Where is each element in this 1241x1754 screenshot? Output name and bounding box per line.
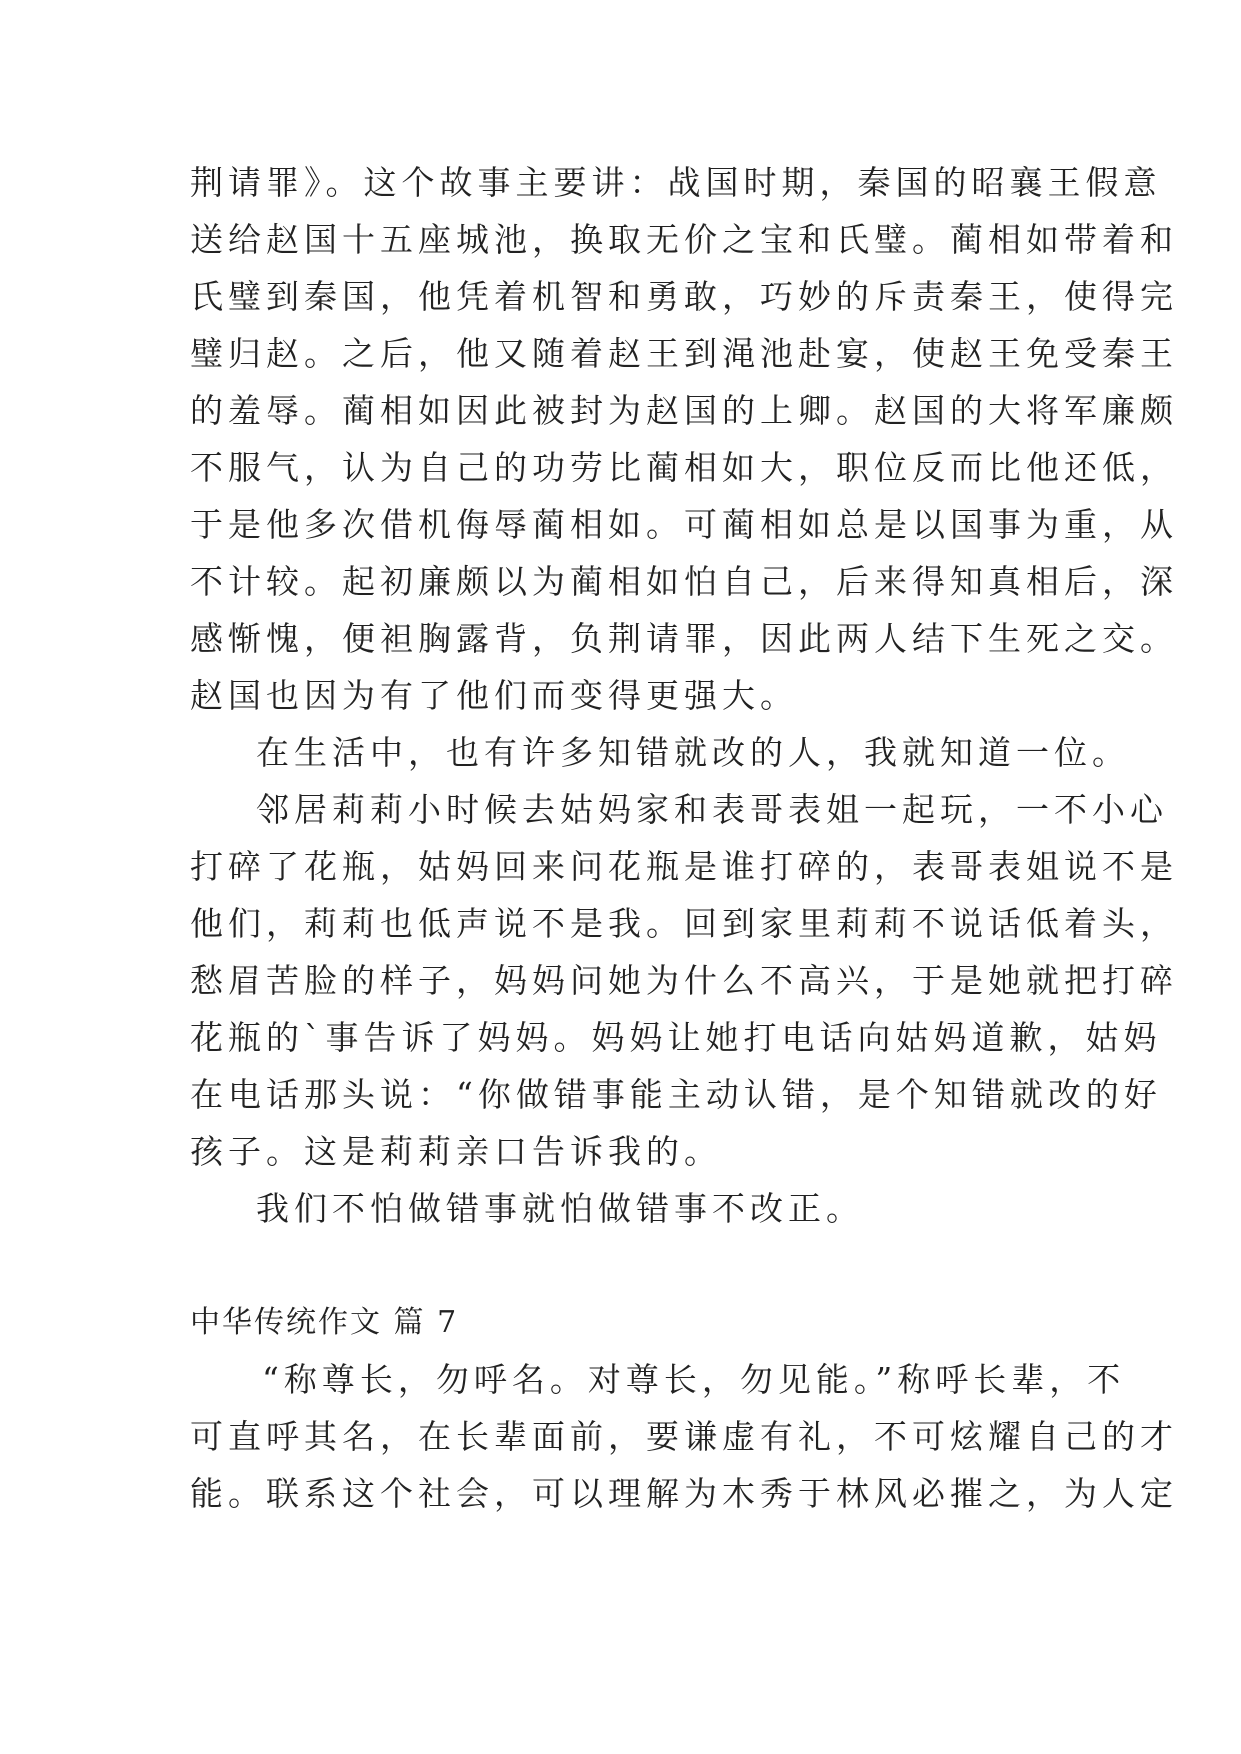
paragraph-line: 荆请罪》。这个故事主要讲：战国时期，秦国的昭襄王假意 — [190, 163, 1162, 202]
paragraph-line: 我们不怕做错事就怕做错事不改正。 — [256, 1189, 864, 1228]
paragraph-line: 送给赵国十五座城池，换取无价之宝和氏璧。蔺相如带着和 — [190, 220, 1178, 259]
paragraph-line: 璧归赵。之后，他又随着赵王到渑池赴宴，使赵王免受秦王 — [190, 334, 1178, 373]
paragraph-line: 氏璧到秦国，他凭着机智和勇敢，巧妙的斥责秦王，使得完 — [190, 277, 1178, 316]
paragraph-line: 打碎了花瓶，姑妈回来问花瓶是谁打碎的，表哥表姐说不是 — [190, 847, 1178, 886]
paragraph-line: 可直呼其名，在长辈面前，要谦虚有礼，不可炫耀自己的才 — [190, 1417, 1178, 1456]
paragraph-line: 他们，莉莉也低声说不是我。回到家里莉莉不说话低着头， — [190, 904, 1178, 943]
paragraph-line: 花瓶的`事告诉了妈妈。妈妈让她打电话向姑妈道歉，姑妈 — [190, 1018, 1162, 1057]
paragraph-line: 能。联系这个社会，可以理解为木秀于林风必摧之，为人定 — [190, 1474, 1178, 1513]
paragraph-line: 赵国也因为有了他们而变得更强大。 — [190, 676, 798, 715]
paragraph-line: 愁眉苦脸的样子，妈妈问她为什么不高兴，于是她就把打碎 — [190, 961, 1178, 1000]
paragraph-line: 在电话那头说：“你做错事能主动认错，是个知错就改的好 — [190, 1075, 1162, 1114]
paragraph-line: 邻居莉莉小时候去姑妈家和表哥表姐一起玩，一不小心 — [256, 790, 1168, 829]
paragraph-line: 感惭愧，便袒胸露背，负荆请罪，因此两人结下生死之交。 — [190, 619, 1178, 658]
paragraph-line: “称尊长，勿呼名。对尊长，勿见能。”称呼长辈，不 — [262, 1360, 1126, 1399]
paragraph-line: 在生活中，也有许多知错就改的人，我就知道一位。 — [256, 733, 1130, 772]
section-heading: 中华传统作文 篇 7 — [190, 1305, 459, 1340]
paragraph-line: 不服气，认为自己的功劳比蔺相如大，职位反而比他还低， — [190, 448, 1178, 487]
paragraph-line: 于是他多次借机侮辱蔺相如。可蔺相如总是以国事为重，从 — [190, 505, 1178, 544]
paragraph-line: 的羞辱。蔺相如因此被封为赵国的上卿。赵国的大将军廉颇 — [190, 391, 1178, 430]
paragraph-line: 不计较。起初廉颇以为蔺相如怕自己，后来得知真相后，深 — [190, 562, 1178, 601]
paragraph-line: 孩子。这是莉莉亲口告诉我的。 — [190, 1132, 722, 1171]
